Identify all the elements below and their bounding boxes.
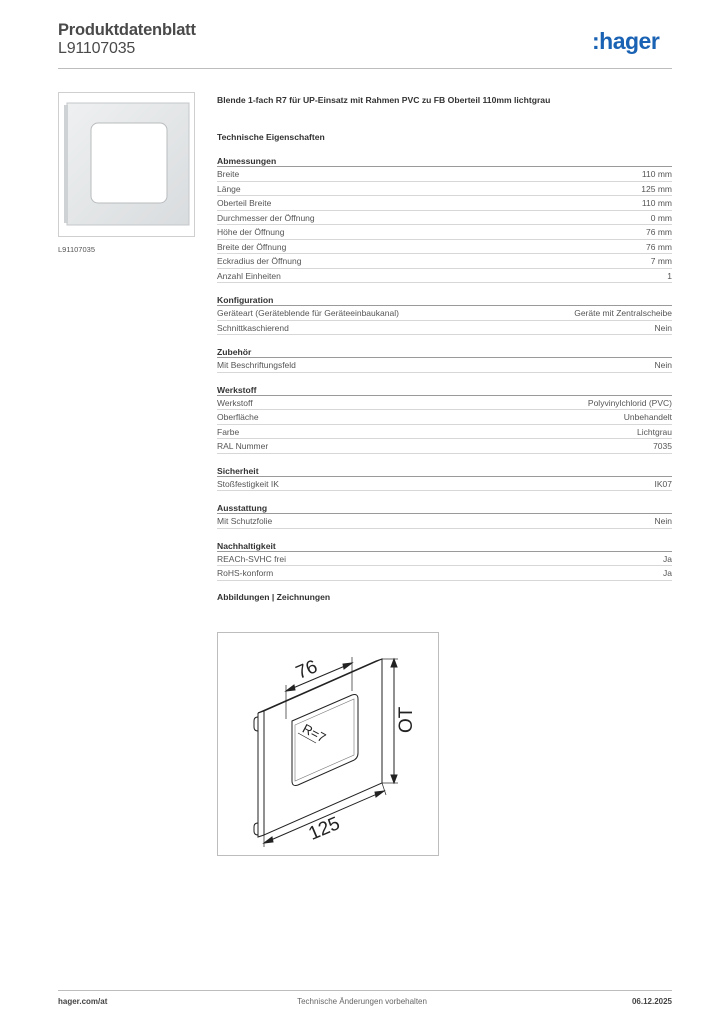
property-label: Oberteil Breite: [217, 198, 272, 208]
section-title: Nachhaltigkeit: [217, 540, 672, 552]
footer-website[interactable]: hager.com/at: [58, 997, 108, 1006]
property-row: [217, 566, 672, 581]
property-label: Anzahl Einheiten: [217, 270, 281, 281]
property-row: [217, 240, 672, 255]
frame-dimension-drawing: [218, 633, 438, 855]
property-value: Geräte mit Zentralscheibe: [574, 308, 672, 318]
property-row: [217, 254, 672, 269]
section-title: Zubehör: [217, 346, 672, 358]
property-row: [217, 477, 672, 492]
property-row: [217, 552, 672, 567]
figures-heading: Abbildungen | Zeichnungen: [217, 591, 331, 602]
section-title: Werkstoff: [217, 384, 672, 396]
dimension-width-label: 76: [293, 656, 321, 684]
dimension-length-label: 125: [305, 813, 344, 845]
property-value: 1: [667, 270, 672, 281]
property-label: Breite: [217, 169, 240, 179]
property-label: RoHS-konform: [217, 568, 274, 578]
property-value: IK07: [654, 478, 672, 489]
properties-section: [217, 540, 672, 581]
property-value: 76 mm: [646, 227, 672, 237]
property-label: Länge: [217, 183, 241, 194]
dimension-radius-label: R=7: [300, 720, 329, 746]
hager-logo: :hager: [592, 28, 660, 54]
property-value: Ja: [663, 568, 672, 578]
properties-section: [217, 502, 672, 529]
property-row: [217, 410, 672, 425]
property-row: [217, 358, 672, 373]
footer-divider: [58, 990, 672, 991]
property-value: Lichtgrau: [637, 426, 672, 437]
technical-properties-heading: Technische Eigenschaften: [217, 132, 325, 142]
properties-section: [217, 294, 672, 335]
property-value: 110 mm: [641, 169, 672, 179]
property-value: Polyvinylchlorid (PVC): [587, 397, 672, 408]
footer-notice: Technische Änderungen vorbehalten: [297, 997, 427, 1006]
technical-drawing: [217, 632, 439, 856]
section-title: Konfiguration: [217, 294, 672, 306]
section-title: Abmessungen: [217, 155, 672, 167]
property-value: 110 mm: [641, 198, 672, 208]
property-value: 76 mm: [646, 241, 672, 252]
property-row: [217, 167, 672, 182]
property-row: [217, 439, 672, 454]
property-row: [217, 425, 672, 440]
property-label: Breite der Öffnung: [217, 241, 287, 252]
property-value: 7035: [653, 441, 672, 451]
property-value: 0 mm: [650, 212, 672, 223]
property-label: RAL Nummer: [217, 441, 269, 451]
product-image-caption: L91107035: [58, 245, 95, 254]
property-label: REACh-SVHC frei: [217, 553, 286, 564]
property-label: Werkstoff: [217, 397, 253, 408]
property-value: Nein: [654, 322, 672, 333]
property-value: Ja: [663, 553, 672, 564]
property-label: Durchmesser der Öffnung: [217, 212, 315, 223]
property-row: [217, 225, 672, 240]
property-label: Stoßfestigkeit IK: [217, 478, 279, 489]
property-row: [217, 396, 672, 411]
properties-section: [217, 155, 672, 283]
property-value: Nein: [654, 360, 672, 370]
main-content: [217, 95, 672, 606]
product-title: Blende 1-fach R7 für UP-Einsatz mit Rahmen PVC zu FB Oberteil 110mm lichtgrau: [217, 95, 551, 105]
property-label: Höhe der Öffnung: [217, 227, 285, 237]
article-number: L91107035: [58, 40, 136, 57]
product-frame-illustration: [59, 93, 194, 236]
property-label: Oberfläche: [217, 412, 259, 422]
properties-section: [217, 384, 672, 454]
properties-section: [217, 465, 672, 492]
property-value: Nein: [654, 516, 672, 526]
properties-sections: [217, 155, 672, 581]
property-row: [217, 182, 672, 197]
property-row: [217, 196, 672, 211]
properties-section: [217, 346, 672, 373]
section-title: Sicherheit: [217, 465, 672, 477]
property-label: Schnittkaschierend: [217, 322, 289, 333]
property-value: Unbehandelt: [623, 412, 672, 422]
property-row: [217, 321, 672, 336]
dimension-height-label: OT: [396, 706, 417, 733]
property-label: Mit Beschriftungsfeld: [217, 360, 296, 370]
property-row: [217, 211, 672, 226]
property-value: 125 mm: [641, 183, 672, 194]
header-divider: [58, 68, 672, 69]
property-label: Geräteart (Geräteblende für Geräteeinbaukanal): [217, 308, 399, 318]
footer-date: 06.12.2025: [631, 997, 672, 1006]
property-row: [217, 514, 672, 529]
page-title: Produktdatenblatt: [58, 21, 196, 39]
property-label: Eckradius der Öffnung: [217, 256, 302, 266]
property-row: [217, 306, 672, 321]
product-image: [58, 92, 195, 237]
property-value: 7 mm: [650, 256, 672, 266]
property-row: [217, 269, 672, 284]
property-label: Mit Schutzfolie: [217, 516, 273, 526]
property-label: Farbe: [217, 426, 240, 437]
section-title: Ausstattung: [217, 502, 672, 514]
